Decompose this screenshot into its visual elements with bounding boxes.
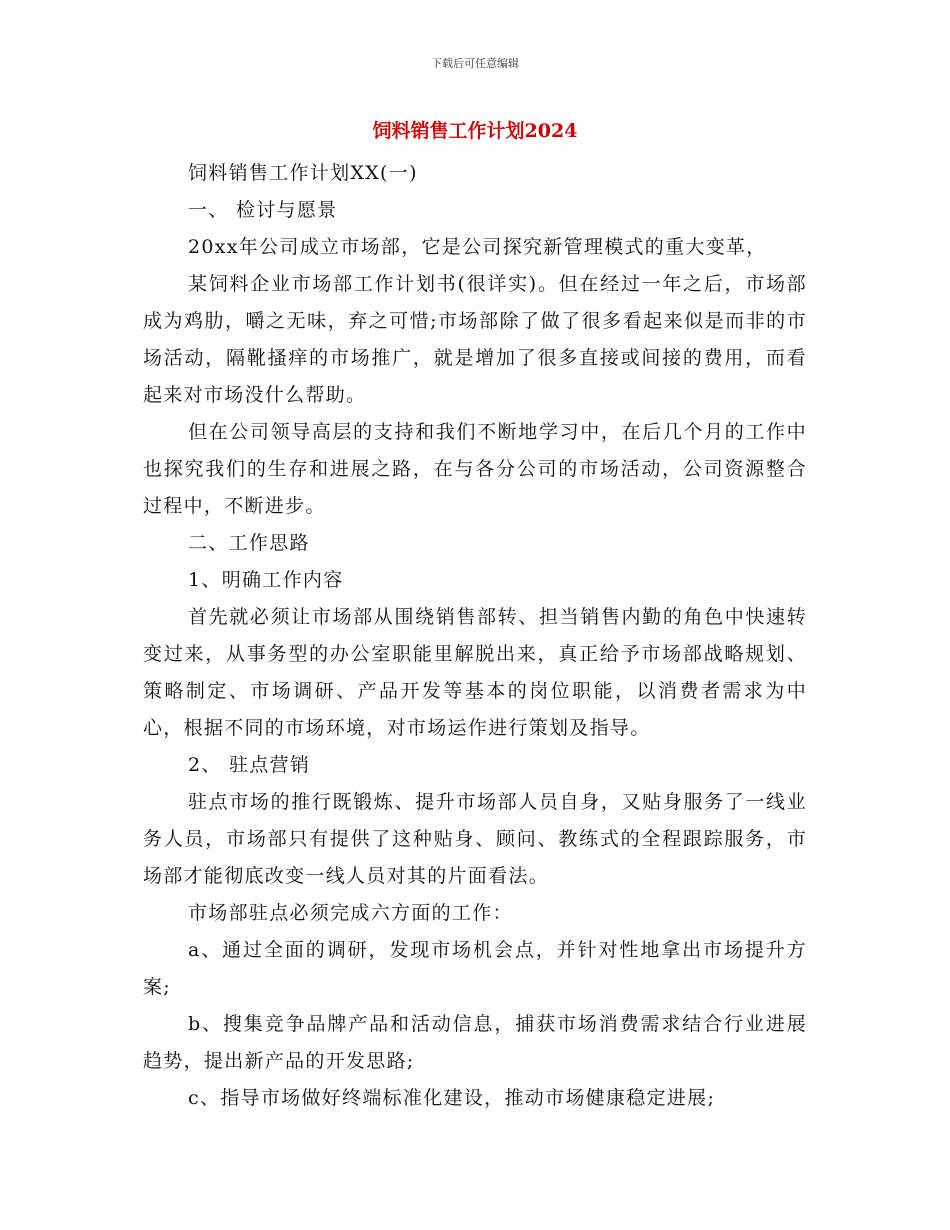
document-title: 饲料销售工作计划2024 [372,120,578,142]
paragraph-intro: 20xx年公司成立市场部，它是公司探究新管理模式的重大变革， [188,236,767,258]
section-heading-review: 一、 检讨与愿景 [188,199,338,221]
list-item-b: b、搜集竞争品牌产品和活动信息，捕获市场消费需求结合行业进展趋势，提出新产品的开发思路; [143,1013,807,1072]
paragraph-progress: 但在公司领导高层的支持和我们不断地学习中，在后几个月的工作中也探究我们的生存和进展之路，在与各分公司的市场活动，公司资源整合过程中，不断进步。 [143,421,807,517]
page-header: 下载后可任意编辑 [431,57,519,70]
subheading-station-marketing: 2、 驻点营销 [188,754,311,776]
list-item-c: c、指导市场做好终端标准化建设，推动市场健康稳定进展; [188,1087,716,1109]
subheading-work-content: 1、明确工作内容 [188,569,344,591]
paragraph-market-dept: 某饲料企业市场部工作计划书(很详实)。但在经过一年之后，市场部成为鸡肋，嚼之无味，弃之可惜;市场部除了做了很多看起来似是而非的市场活动，隔靴搔痒的市场推广，就是增加了很多直接或间接的费用，而看起来对市场没什么帮助。 [143,273,807,406]
section-heading-approach: 二、工作思路 [188,532,310,554]
paragraph-work-content: 首先就必须让市场部从围绕销售部转、担当销售内勤的角色中快速转变过来，从事务型的办公室职能里解脱出来，真正给予市场部战略规划、策略制定、市场调研、产品开发等基本的岗位职能，以消费者需求为中心，根据不同的市场环境，对市场运作进行策划及指导。 [143,606,807,739]
list-item-a: a、通过全面的调研，发现市场机会点，并针对性地拿出市场提升方案; [143,939,807,998]
paragraph-station-marketing: 驻点市场的推行既锻炼、提升市场部人员自身，又贴身服务了一线业务人员，市场部只有提供了这种贴身、顾问、教练式的全程跟踪服务，市场部才能彻底改变一线人员对其的片面看法。 [143,791,807,887]
paragraph-subtitle: 饲料销售工作计划XX(一) [188,162,418,184]
document-body [143,155,807,1117]
paragraph-six-tasks: 市场部驻点必须完成六方面的工作： [188,902,513,924]
